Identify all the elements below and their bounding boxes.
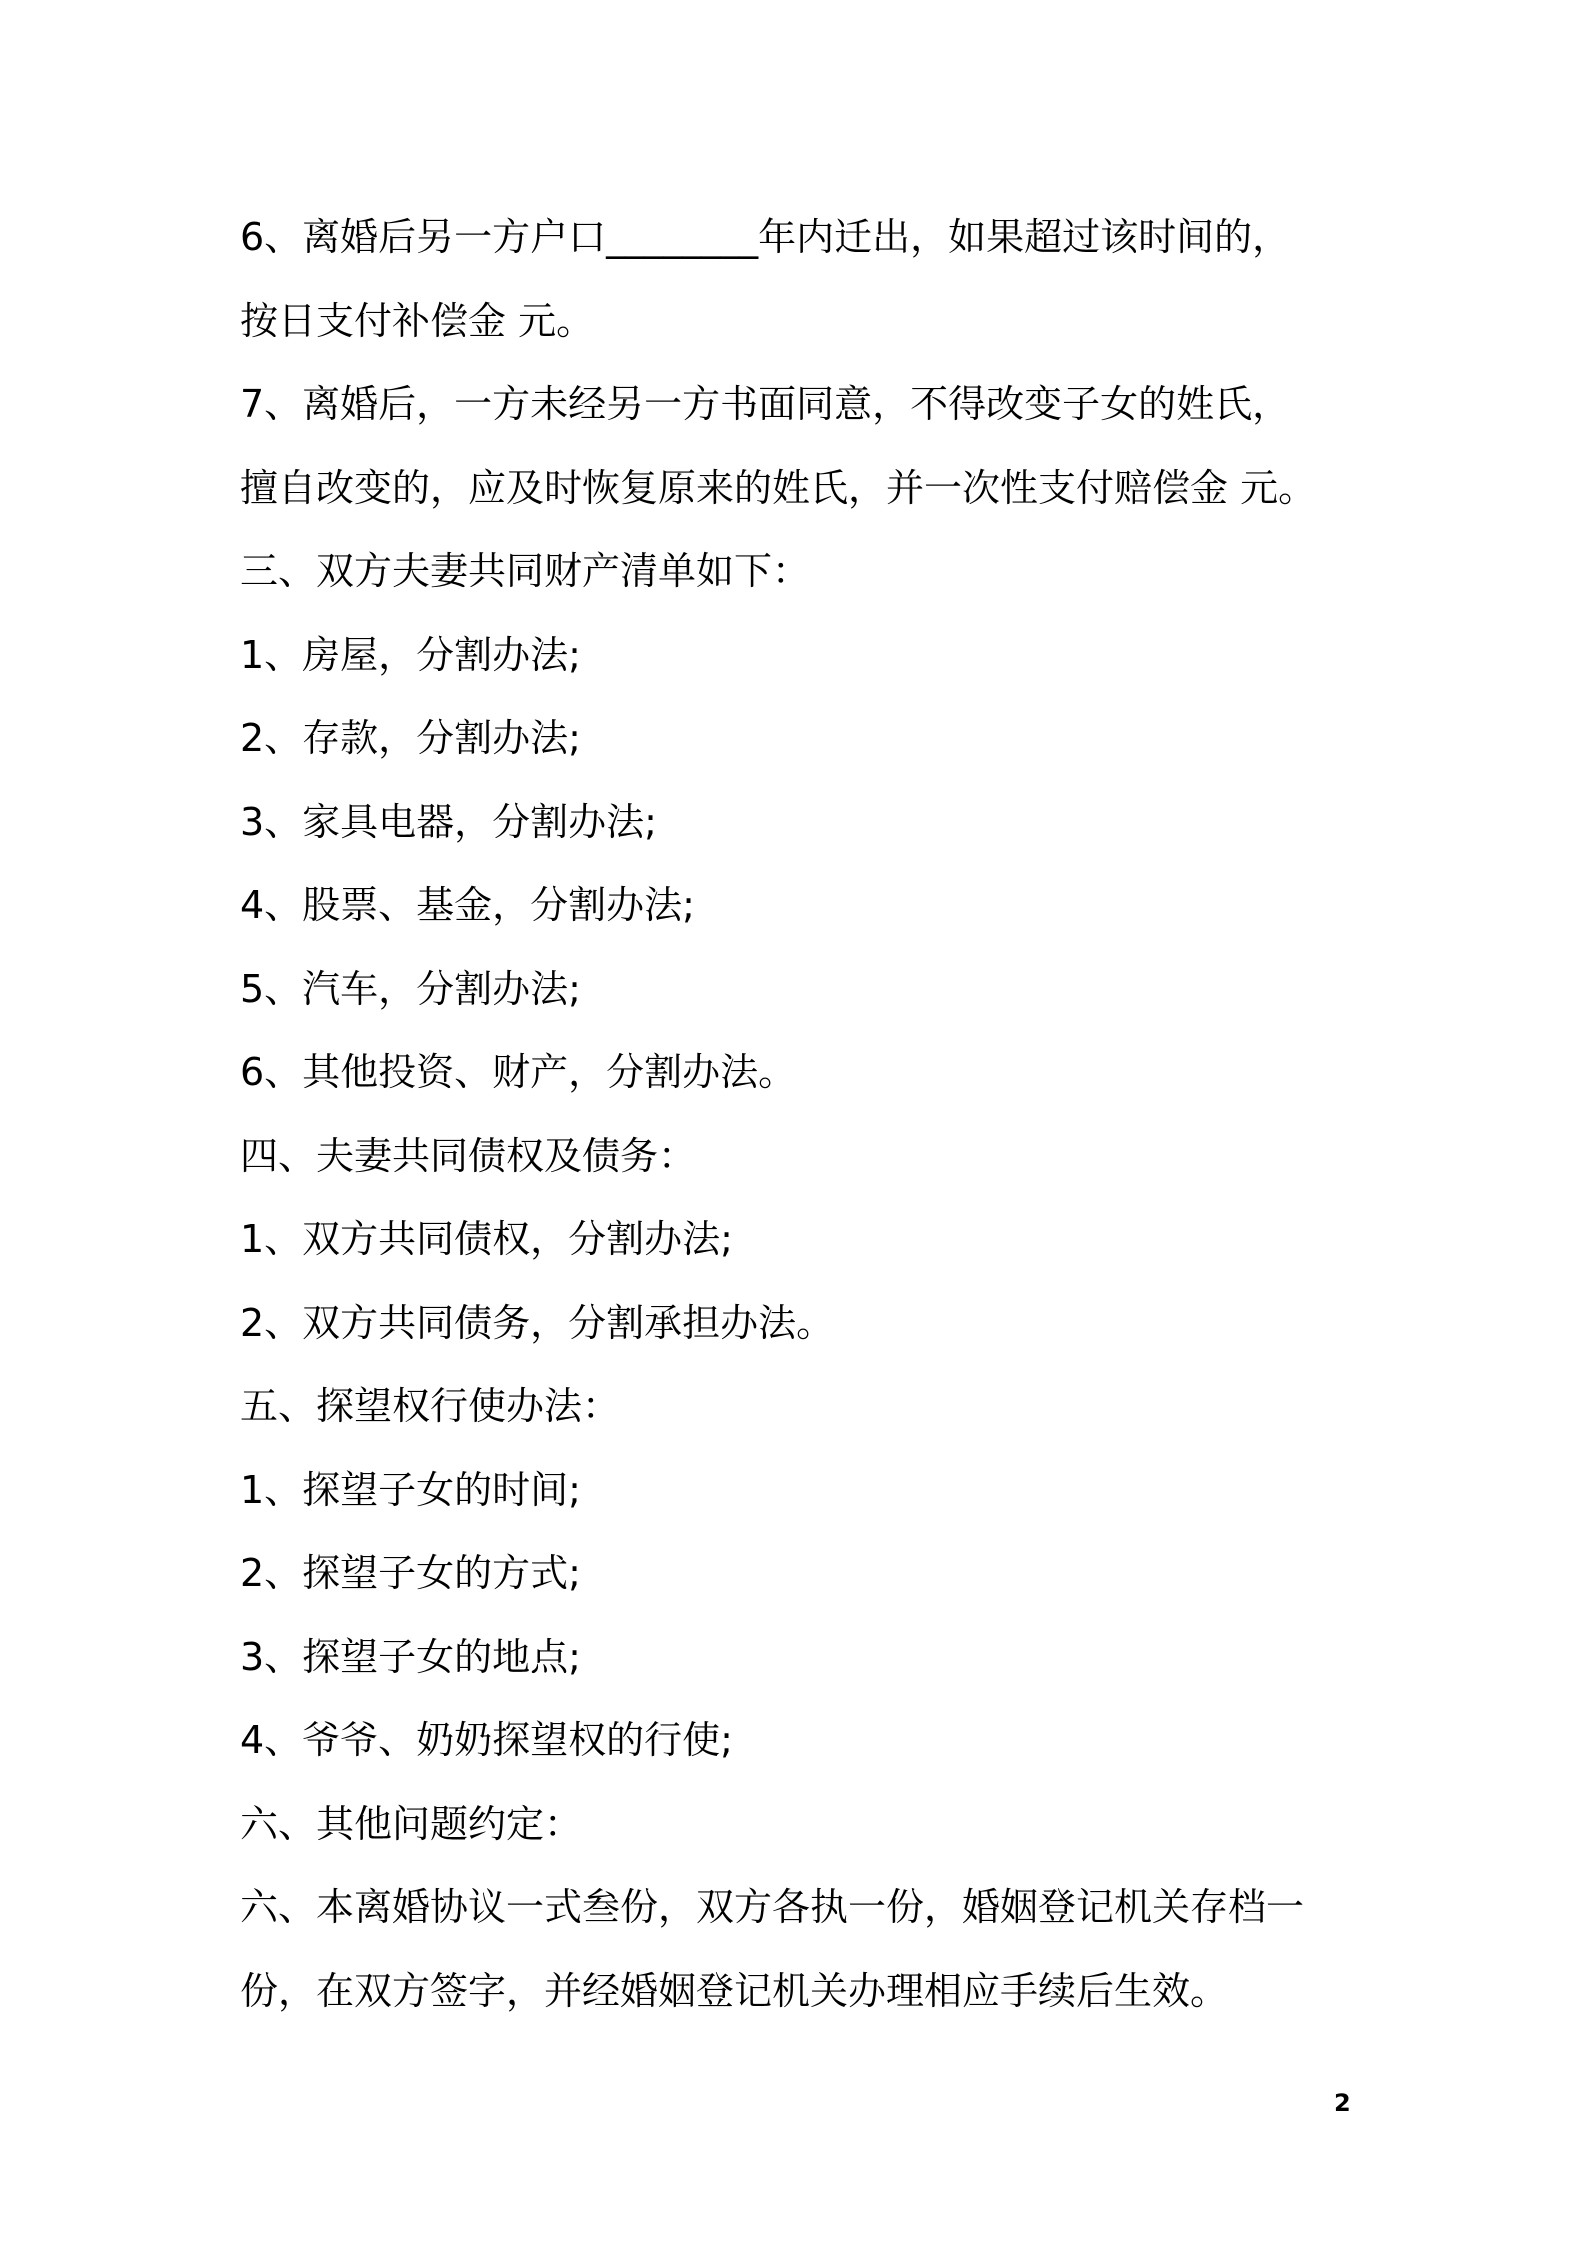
page-number: 2 [1334,2089,1351,2117]
text-line: 6、离婚后另一方户口________年内迁出，如果超过该时间的， [240,215,1291,259]
text-line: 7、离婚后，一方未经另一方书面同意，不得改变子女的姓氏， [240,382,1291,426]
list-item: 2、存款，分割办法; [240,716,581,760]
list-item: 5、汽车，分割办法; [240,966,581,1011]
section-heading: 三、双方夫妻共同财产清单如下： [240,549,811,593]
text-line: 六、本离婚协议一式叁份，双方各执一份，婚姻登记机关存档一 [240,1885,1305,1929]
text-line: 按日支付补偿金 元。 [240,298,595,343]
list-item: 3、家具电器，分割办法; [240,799,657,844]
document-body [240,196,1390,2033]
list-item: 1、房屋，分割办法; [240,632,581,677]
list-item: 1、双方共同债权，分割办法; [240,1217,733,1261]
list-item: 2、双方共同债务，分割承担办法。 [240,1300,835,1345]
list-item: 4、股票、基金，分割办法; [240,883,695,927]
section-heading: 四、夫妻共同债权及债务： [240,1133,697,1178]
list-item: 2、探望子女的方式; [240,1551,581,1595]
text-line: 擅自改变的，应及时恢复原来的姓氏，并一次性支付赔偿金 元。 [240,465,1317,510]
section-heading: 五、探望权行使办法： [240,1384,621,1428]
list-item: 1、探望子女的时间; [240,1467,581,1512]
section-heading: 六、其他问题约定： [240,1801,583,1846]
text-line: 份，在双方签字，并经婚姻登记机关办理相应手续后生效。 [240,1968,1229,2013]
list-item: 4、爷爷、奶奶探望权的行使; [240,1718,733,1762]
list-item: 3、探望子女的地点; [240,1634,581,1679]
list-item: 6、其他投资、财产，分割办法。 [240,1050,797,1094]
